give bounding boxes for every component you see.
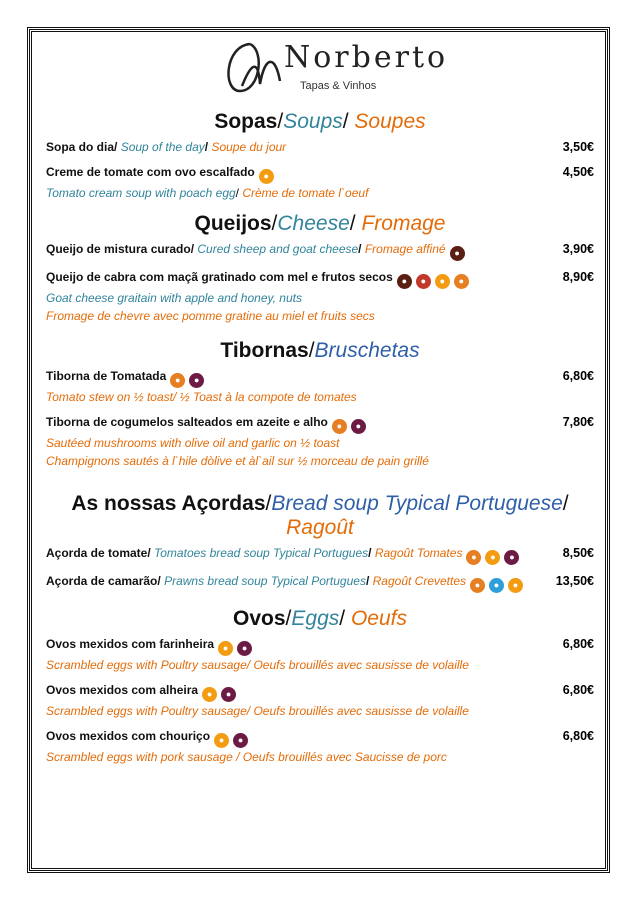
separator: / — [562, 492, 569, 515]
item-title — [46, 240, 594, 261]
separator: / — [235, 186, 243, 200]
item-name-pt: Creme de tomate com ovo escalfado — [46, 165, 255, 179]
item-description — [46, 388, 594, 406]
item-price: 6,80€ — [562, 637, 594, 651]
item-price: 3,50€ — [562, 140, 594, 154]
gluten-allergen-icon: ● — [332, 419, 347, 434]
description-fr: Scrambled eggs with Poultry sausage/ Oeufs brouillés avec sausisse de volaille — [46, 704, 469, 718]
item-description — [46, 702, 594, 720]
section-title-pt: Sopas — [214, 110, 278, 133]
item-name-fr: Fromage affiné — [364, 242, 446, 256]
item-title — [46, 367, 594, 388]
menu-item — [46, 727, 594, 766]
item-title — [46, 413, 594, 434]
sulphites-allergen-icon: ● — [221, 687, 236, 702]
section-title-en: Bread soup Typical Portuguese — [271, 492, 563, 515]
section-title — [46, 212, 594, 236]
separator: / — [342, 110, 355, 133]
separator: / — [114, 140, 121, 154]
description-fr: Crème de tomate l`oeuf — [242, 186, 369, 200]
section-title — [46, 110, 594, 134]
item-title — [46, 544, 594, 565]
description-fr: Tomato stew on ½ toast/ ½ Toast à la compote de tomates — [46, 390, 357, 404]
item-description — [46, 434, 594, 452]
separator: / — [339, 607, 351, 630]
item-price: 6,80€ — [562, 683, 594, 697]
item-name-pt: Açorda de tomate — [46, 546, 148, 560]
item-name-fr: Soupe du jour — [211, 140, 287, 154]
item-price: 8,90€ — [562, 270, 594, 284]
item-name-en: Soup of the day — [120, 140, 205, 154]
sulphites-allergen-icon: ● — [189, 373, 204, 388]
item-title — [46, 681, 594, 702]
item-name-pt: Queijo de cabra com maçã gratinado com mel e frutos secos — [46, 270, 393, 284]
separator: / — [190, 242, 198, 256]
section-title-pt: Tibornas — [220, 339, 309, 362]
item-price: 13,50€ — [555, 574, 594, 588]
description-fr: Scrambled eggs with pork sausage / Oeufs brouillés avec Saucisse de porc — [46, 750, 447, 764]
separator: / — [204, 140, 212, 154]
logo-subtitle: Tapas & Vinhos — [300, 80, 377, 92]
menu-item — [46, 413, 594, 470]
item-name-fr: Ragoût Tomates — [374, 546, 463, 560]
item-title — [46, 138, 594, 156]
section-title-pt: Queijos — [194, 212, 272, 235]
separator: / — [147, 546, 155, 560]
description-fr: Sautéed mushrooms with olive oil and garlic on ½ toast — [46, 436, 340, 450]
section-title — [46, 607, 594, 631]
item-title — [46, 163, 594, 184]
logo — [220, 36, 449, 98]
menu-item — [46, 572, 594, 593]
separator: / — [285, 607, 292, 630]
item-description — [46, 289, 594, 307]
description-fr: Fromage de chevre avec pomme gratine au miel et fruits secs — [46, 309, 375, 323]
item-name-pt: Ovos mexidos com alheira — [46, 683, 199, 697]
section-title-fr: Fromage — [361, 212, 446, 235]
item-title — [46, 572, 594, 593]
item-name-pt: Sopa do dia — [46, 140, 115, 154]
menu-item — [46, 681, 594, 720]
description-fr: Scrambled eggs with Poultry sausage/ Oeufs brouillés avec sausisse de volaille — [46, 658, 469, 672]
separator: / — [368, 546, 375, 560]
item-description — [46, 184, 594, 202]
gluten-allergen-icon: ● — [454, 274, 469, 289]
item-price: 3,90€ — [562, 242, 594, 256]
gluten-allergen-icon: ● — [470, 578, 485, 593]
logo-name: Norberto — [284, 40, 449, 75]
sulphites-allergen-icon: ● — [233, 733, 248, 748]
nuts-allergen-icon: ● — [416, 274, 431, 289]
eggs-allergen-icon: ● — [485, 550, 500, 565]
eggs-allergen-icon: ● — [435, 274, 450, 289]
sulphites-allergen-icon: ● — [237, 641, 252, 656]
section-title-fr: Soupes — [354, 110, 426, 133]
crustaceans-allergen-icon: ● — [489, 578, 504, 593]
section-title-en: Soups — [283, 110, 343, 133]
gluten-allergen-icon: ● — [466, 550, 481, 565]
menu-item — [46, 240, 594, 261]
separator: / — [349, 212, 362, 235]
section-title-pt: As nossas Açordas — [71, 492, 266, 515]
separator: / — [277, 110, 284, 133]
logo-n-flourish-icon — [220, 36, 290, 98]
section-title-en: Cheese — [277, 212, 350, 235]
separator: / — [365, 574, 373, 588]
item-title — [46, 727, 594, 748]
description-en: Tomato cream soup with poach egg — [46, 186, 236, 200]
menu-item — [46, 268, 594, 325]
menu-item — [46, 544, 594, 565]
item-title — [46, 268, 594, 289]
eggs-allergen-icon: ● — [218, 641, 233, 656]
menu-content — [46, 110, 594, 773]
sulphites-allergen-icon: ● — [351, 419, 366, 434]
item-name-pt: Queijo de mistura curado — [46, 242, 191, 256]
item-name-pt: Tiborna de Tomatada — [46, 369, 167, 383]
item-name-en: Tomatoes bread soup Typical Portugues — [154, 546, 369, 560]
sulphites-allergen-icon: ● — [504, 550, 519, 565]
item-description — [46, 656, 594, 674]
menu-item — [46, 635, 594, 674]
menu-item — [46, 163, 594, 202]
eggs-allergen-icon: ● — [508, 578, 523, 593]
item-description — [46, 748, 594, 766]
item-name-fr: Ragoût Crevettes — [372, 574, 467, 588]
item-price: 4,50€ — [562, 165, 594, 179]
item-name-pt: Açorda de camarão — [46, 574, 158, 588]
section-title — [46, 339, 594, 363]
section-title-en: Bruschetas — [314, 339, 420, 362]
item-name-en: Prawns bread soup Typical Portugues — [164, 574, 366, 588]
section-title-fr: Oeufs — [350, 607, 407, 630]
eggs-allergen-icon: ● — [259, 169, 274, 184]
eggs-allergen-icon: ● — [202, 687, 217, 702]
separator: / — [157, 574, 165, 588]
item-price: 6,80€ — [562, 729, 594, 743]
milk-allergen-icon: ● — [397, 274, 412, 289]
milk-allergen-icon: ● — [450, 246, 465, 261]
separator: / — [265, 492, 272, 515]
section-title — [46, 492, 594, 540]
separator: / — [358, 242, 365, 256]
eggs-allergen-icon: ● — [214, 733, 229, 748]
item-price: 6,80€ — [562, 369, 594, 383]
section-title-en: Eggs — [291, 607, 340, 630]
description-fr: Champignons sautés à l`hile dòlive et àl`ail sur ½ morceau de pain grillé — [46, 454, 429, 468]
menu-item — [46, 367, 594, 406]
separator: / — [308, 339, 315, 362]
menu-item — [46, 138, 594, 156]
item-description — [46, 452, 594, 470]
item-name-pt: Ovos mexidos com farinheira — [46, 637, 215, 651]
separator: / — [271, 212, 278, 235]
item-name-pt: Ovos mexidos com chouriço — [46, 729, 211, 743]
item-price: 8,50€ — [562, 546, 594, 560]
gluten-allergen-icon: ● — [170, 373, 185, 388]
item-price: 7,80€ — [562, 415, 594, 429]
item-name-pt: Tiborna de cogumelos salteados em azeite e alho — [46, 415, 328, 429]
description-en: Goat cheese graitain with apple and honey, nuts — [46, 291, 302, 305]
item-description — [46, 307, 594, 325]
item-name-en: Cured sheep and goat cheese — [197, 242, 359, 256]
section-title-pt: Ovos — [233, 607, 286, 630]
section-title-fr: Ragoût — [286, 516, 354, 539]
item-title — [46, 635, 594, 656]
